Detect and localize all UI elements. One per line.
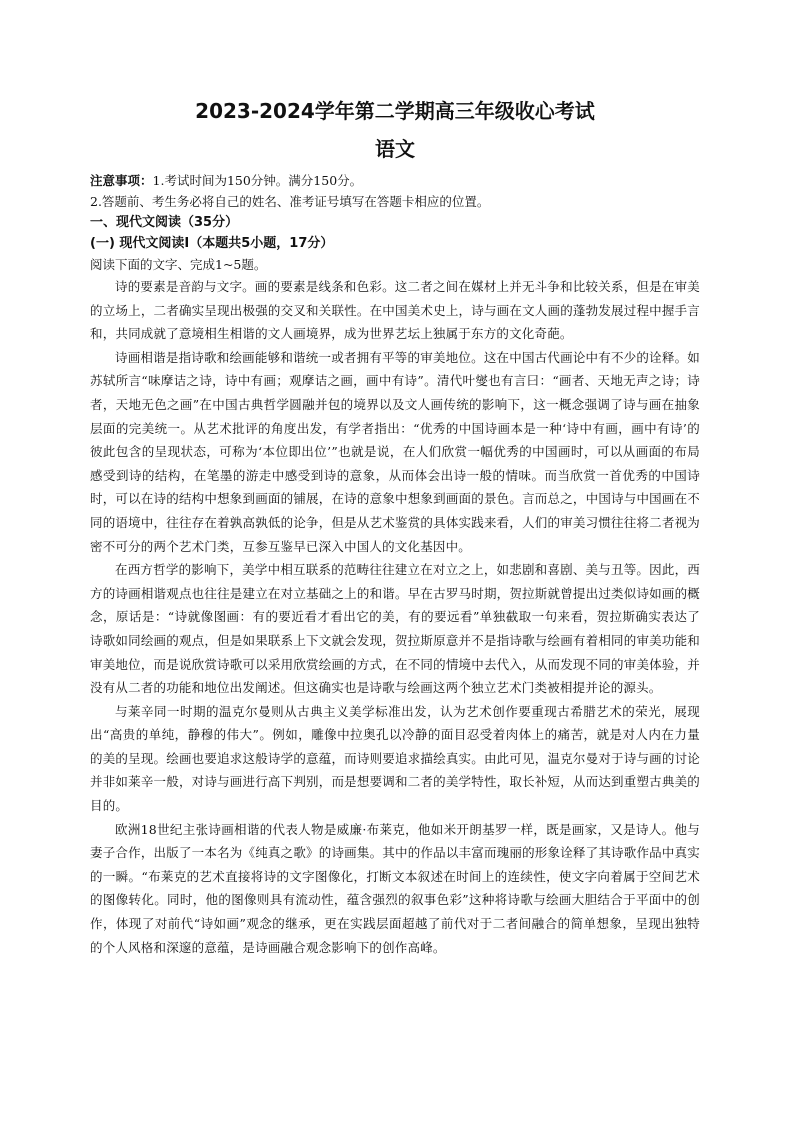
reading-instruction: 阅读下面的文字、完成1~5题。 bbox=[90, 257, 267, 272]
notes-item-1: 1.考试时间为150分钟。满分150分。 bbox=[152, 173, 363, 188]
exam-subject: 语文 bbox=[375, 137, 415, 161]
paragraph-3: 在西方哲学的影响下，美学中相互联系的范畴往往建立在对立之上，如悲剧和喜剧、美与丑等。因此，西方的诗画相谐观点也往往是建立在对立基础之上的和谐。早在古罗马时期，贺拉斯就曾提出过类似诗如画的概念，原话是：“诗就像图画：有的要近看才看出它的美，有的要远看”单独截取一句来看，贺拉斯确实表达了诗歌如同绘画的观点，但是如果联系上下文就会发现，贺拉斯原意并不是指诗歌与绘画有着相同的审美功能和审美地位，而是说欣赏诗歌可以采用欣赏绘画的方式，在不同的情境中去代入，从而发现不同的审美体验，并没有从二者的功能和地位出发阐述。但这确实也是诗歌与绘画这两个独立艺术门类被相提并论的源头。 bbox=[90, 562, 700, 696]
paragraph-5: 欧洲18世纪主张诗画相谐的代表人物是威廉·布莱克，他如米开朗基罗一样，既是画家，又是诗人。他与妻子合作，出版了一本名为《纯真之歌》的诗画集。其中的作品以丰富而瑰丽的形象诠释了其诗歌作品中真实的一瞬。“布莱克的艺术直接将诗的文字图像化，打断文本叙述在时间上的连续性，使文字向着属于空间艺术的图像转化。同时，他的图像则具有流动性，蕴含强烈的叙事色彩”这种将诗歌与绘画大胆结合于平面中的创作，体现了对前代“诗如画”观念的继承，更在实践层面超越了前代对于二者间融合的简单想象，呈现出独特的个人风格和深邃的意蕴，是诗画融合观念影响下的创作高峰。 bbox=[90, 821, 700, 955]
paragraph-1: 诗的要素是音韵与文字。画的要素是线条和色彩。这二者之间在媒材上并无斗争和比较关系，但是在审美的立场上，二者确实呈现出极强的交叉和关联性。在中国美术史上，诗与画在文人画的蓬勃发展过程中握手言和，共同成就了意境相生相谐的文人画境界，成为世界艺坛上独属于东方的文化奇葩。 bbox=[90, 279, 700, 342]
subsection-heading: (一) 现代文阅读Ⅰ（本题共5小题，17分） bbox=[90, 236, 334, 251]
paragraph-2: 诗画相谐是指诗歌和绘画能够和谐统一或者拥有平等的审美地位。这在中国古代画论中有不少的诠释。如苏轼所言“味摩诘之诗，诗中有画；观摩诘之画，画中有诗”。清代叶燮也有言曰：“画者、天地无声之诗；诗者，天地无色之画”在中国古典哲学圆融并包的境界以及文人画传统的影响下，这一概念强调了诗与画在抽象层面的完美统一。从艺术批评的角度出发，有学者指出：“优秀的中国诗画本是一种‘诗中有画，画中有诗’的彼此包含的呈现状态，可称为‘本位即出位’”也就是说，在人们欣赏一幅优秀的中国画时，可以从画面的布局感受到诗的结构，在笔墨的游走中感受到诗的意象，从而体会出诗一般的情味。而当欣赏一首优秀的中国诗时，可以在诗的结构中想象到画面的铺展，在诗的意象中想象到画面的景色。言而总之，中国诗与中国画在不同的语境中，往往存在着孰高孰低的论争，但是从艺术鉴赏的具体实践来看，人们的审美习惯往往将二者视为密不可分的两个艺术门类，互参互鉴早已深入中国人的文化基因中。 bbox=[90, 349, 700, 554]
paragraph-4: 与莱辛同一时期的温克尔曼则从古典主义美学标准出发，认为艺术创作要重现古希腊艺术的荣光，展现出“高贵的单纯，静穆的伟大”。例如，雕像中拉奥孔以冷静的面目忍受着肉体上的痛苦，就是对人内在力量的美的呈现。绘画也要追求这般诗学的意蕴，而诗则要追求描绘真实。由此可见，温克尔曼对于诗与画的讨论并非如莱辛一般，对诗与画进行高下判别，而是想要调和二者的美学特性，取长补短，从而达到重塑古典美的目的。 bbox=[90, 703, 700, 814]
section-heading: 一、现代文阅读（35分） bbox=[90, 215, 239, 230]
notes-line-1 bbox=[90, 170, 700, 191]
notes-label: 注意事项： bbox=[90, 173, 153, 188]
notes-item-2: 2.答题前、考生务必将自己的姓名、准考证号填写在答题卡相应的位置。 bbox=[90, 194, 490, 209]
exam-title: 2023-2024学年第二学期高三年级收心考试 bbox=[195, 99, 595, 123]
